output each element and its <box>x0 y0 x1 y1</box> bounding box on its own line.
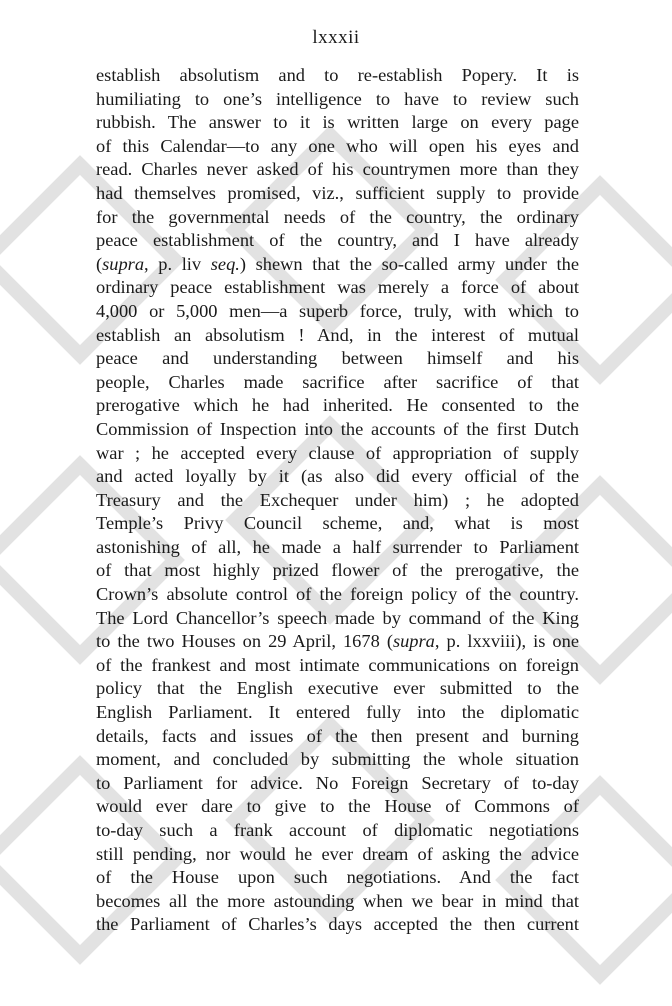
text-line: of the House upon such negotiations. And the fact <box>96 867 579 888</box>
text-line: moment, and concluded by submitting the whole situation <box>96 749 579 770</box>
text-line: details, facts and issues of the then present and burning <box>96 725 579 746</box>
text-line: English Parliament. It entered fully into the diplomatic <box>96 702 579 723</box>
page-number: lxxxii <box>312 27 360 48</box>
text-line: the Parliament of Charles’s days accepted the then current <box>96 914 579 935</box>
text-line: Commission of Inspection into the accounts of the first Dutch <box>96 418 579 439</box>
text-line: war ; he accepted every clause of appropriation of supply <box>96 442 579 463</box>
text-line: ordinary peace establishment was merely a force of about <box>96 277 579 298</box>
text-line: 4,000 or 5,000 men—a superb force, truly, with which to <box>96 300 579 321</box>
text-line: rubbish. The answer to it is written large on every page <box>96 112 579 133</box>
text-line: Temple’s Privy Council scheme, and, what is most <box>96 513 579 534</box>
text-line: policy that the English executive ever submitted to the <box>96 678 579 699</box>
text-line: had themselves promised, viz., sufficient supply to provide <box>96 182 579 203</box>
text-line: peace and understanding between himself and his <box>96 348 579 369</box>
text-line: establish absolutism and to re-establish Popery. It is <box>96 65 579 85</box>
text-line: becomes all the more astounding when we bear in mind that <box>96 890 579 911</box>
text-line: and acted loyally by it (as also did every official of the <box>96 466 579 487</box>
text-line: of the frankest and most intimate communications on foreign <box>96 654 579 675</box>
text-line: read. Charles never asked of his countrymen more than they <box>96 159 579 180</box>
text-line: to Parliament for advice. No Foreign Secretary of to-day <box>96 772 579 793</box>
text-line: prerogative which he had inherited. He consented to the <box>96 395 579 416</box>
text-line: establish an absolutism ! And, in the interest of mutual <box>96 324 579 345</box>
text-line: of this Calendar—to any one who will open his eyes and <box>96 135 579 156</box>
text-line: for the governmental needs of the country, the ordinary <box>96 206 579 227</box>
text-line: people, Charles made sacrifice after sacrifice of that <box>96 371 579 392</box>
text-line: peace establishment of the country, and I have already <box>96 230 579 251</box>
text-line: The Lord Chancellor’s speech made by command of the King <box>96 607 579 628</box>
text-line: Treasury and the Exchequer under him) ; he adopted <box>96 489 579 510</box>
text-line: Crown’s absolute control of the foreign policy of the country. <box>96 584 579 605</box>
text-line: astonishing of all, he made a half surrender to Parliament <box>96 536 579 557</box>
text-line: humiliating to one’s intelligence to have to review such <box>96 88 579 109</box>
text-line: to-day such a frank account of diplomatic negotiations <box>96 820 579 840</box>
text-line: still pending, nor would he ever dream of asking the advice <box>96 843 579 864</box>
text-line: to the two Houses on 29 April, 1678 (supra, p. lxxviii), is one <box>96 631 579 652</box>
body-text <box>96 64 579 937</box>
text-line: would ever dare to give to the House of Commons of <box>96 796 579 817</box>
text-line: of that most highly prized flower of the prerogative, the <box>96 560 579 581</box>
text-line: (supra, p. liv seq.) shewn that the so-called army under the <box>96 253 579 274</box>
